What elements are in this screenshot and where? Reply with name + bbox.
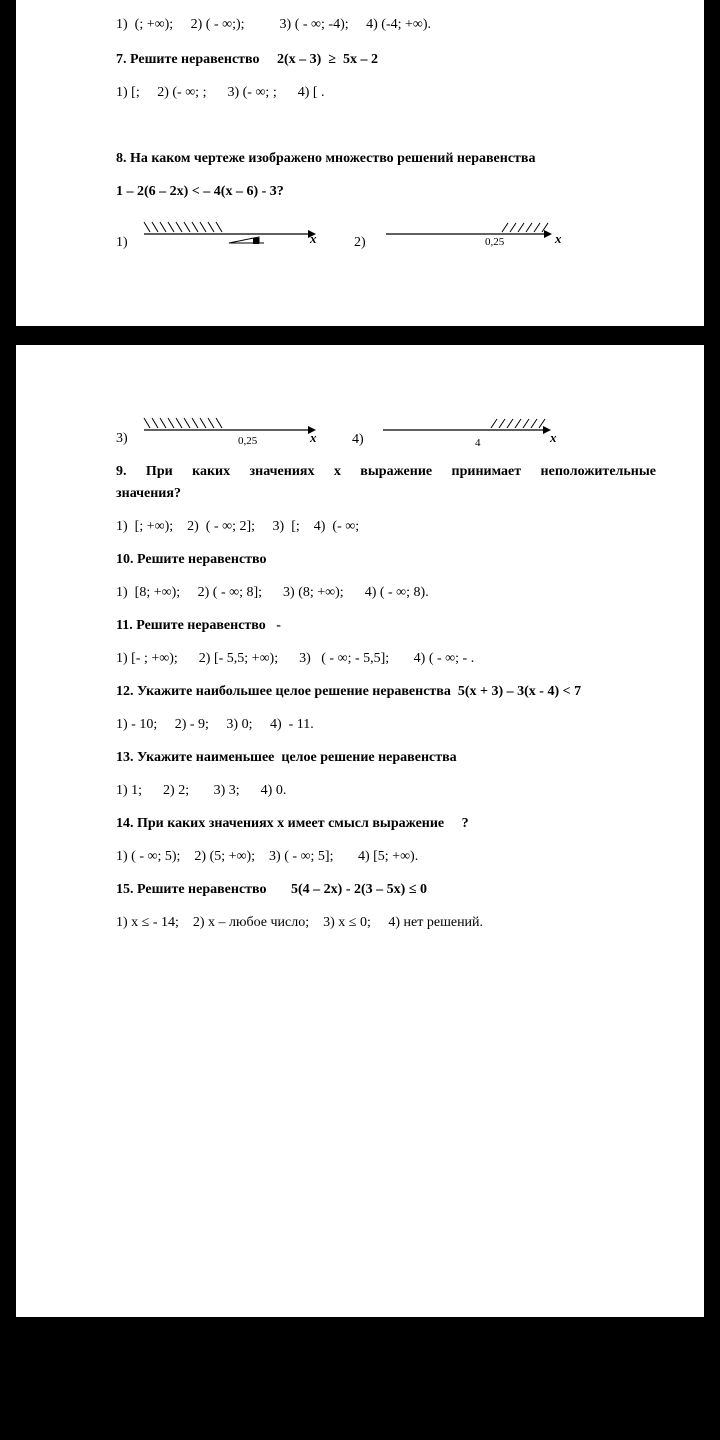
- q13-title: 13. Укажите наименьшее целое решение неравенства: [116, 750, 457, 765]
- q8-option1-number: 1): [116, 235, 128, 250]
- q7-title: 7. Решите неравенство 2(x – 3) ≥ 5x – 2: [116, 52, 379, 67]
- q12-answers: 1) - 10; 2) - 9; 3) 0; 4) - 11.: [116, 717, 314, 732]
- q8-option4-point-label: 4: [475, 437, 481, 449]
- q15-title: 15. Решите неравенство 5(4 – 2x) - 2(3 – 5x) ≤ 0: [116, 882, 428, 897]
- q10-title: 10. Решите неравенство: [116, 552, 267, 567]
- q7-answers: 1) [; 2) (- ∞; ; 3) (- ∞; ; 4) [ .: [116, 85, 325, 100]
- q8-option3-number: 3): [116, 431, 128, 446]
- document-page-1: [16, 0, 704, 326]
- q8-option2-number: 2): [354, 235, 366, 250]
- q9-answers: 1) [; +∞); 2) ( - ∞; 2]; 3) [; 4) (- ∞;: [116, 519, 360, 534]
- q15-answers: 1) x ≤ - 14; 2) x – любое число; 3) x ≤ 0; 4) нет решений.: [116, 915, 484, 930]
- q11-answers: 1) [- ; +∞); 2) [- 5,5; +∞); 3) ( - ∞; - 5,5]; 4) ( - ∞; - .: [116, 651, 475, 666]
- q14-title: 14. При каких значениях x имеет смысл выражение ?: [116, 816, 469, 831]
- q14-answers: 1) ( - ∞; 5); 2) (5; +∞); 3) ( - ∞; 5]; 4) [5; +∞).: [116, 849, 419, 864]
- q12-title: 12. Укажите наибольшее целое решение неравенства 5(x + 3) – 3(x - 4) < 7: [116, 684, 582, 699]
- q8-option4-number-line: [381, 414, 561, 444]
- q8-option3-point-label: 0,25: [238, 435, 258, 447]
- q6-answers: 1) (; +∞); 2) ( - ∞;); 3) ( - ∞; -4); 4) (-4; +∞).: [116, 17, 432, 32]
- q8-expression: 1 – 2(6 – 2x) < – 4(x – 6) - 3?: [116, 184, 284, 199]
- q8-option3-x-label: x: [310, 430, 317, 445]
- q8-option1-x-label: x: [310, 231, 317, 246]
- document-page-2: [16, 345, 704, 1317]
- q11-title: 11. Решите неравенство -: [116, 618, 281, 633]
- q8-option4-x-label: x: [550, 430, 557, 445]
- q8-option2-number-line: [384, 218, 564, 248]
- q8-option2-point-label: 0,25: [485, 236, 505, 248]
- q13-answers: 1) 1; 2) 2; 3) 3; 4) 0.: [116, 783, 287, 798]
- q9-title-line2: значения?: [116, 486, 181, 501]
- q8-option4-number: 4): [352, 432, 364, 447]
- q8-option2-x-label: x: [555, 231, 562, 246]
- q10-answers: 1) [8; +∞); 2) ( - ∞; 8]; 3) (8; +∞); 4) ( - ∞; 8).: [116, 585, 429, 600]
- q9-title-line1: 9. При каких значениях x выражение принимает неположительные: [116, 464, 656, 479]
- q8-title: 8. На каком чертеже изображено множество решений неравенства: [116, 151, 536, 166]
